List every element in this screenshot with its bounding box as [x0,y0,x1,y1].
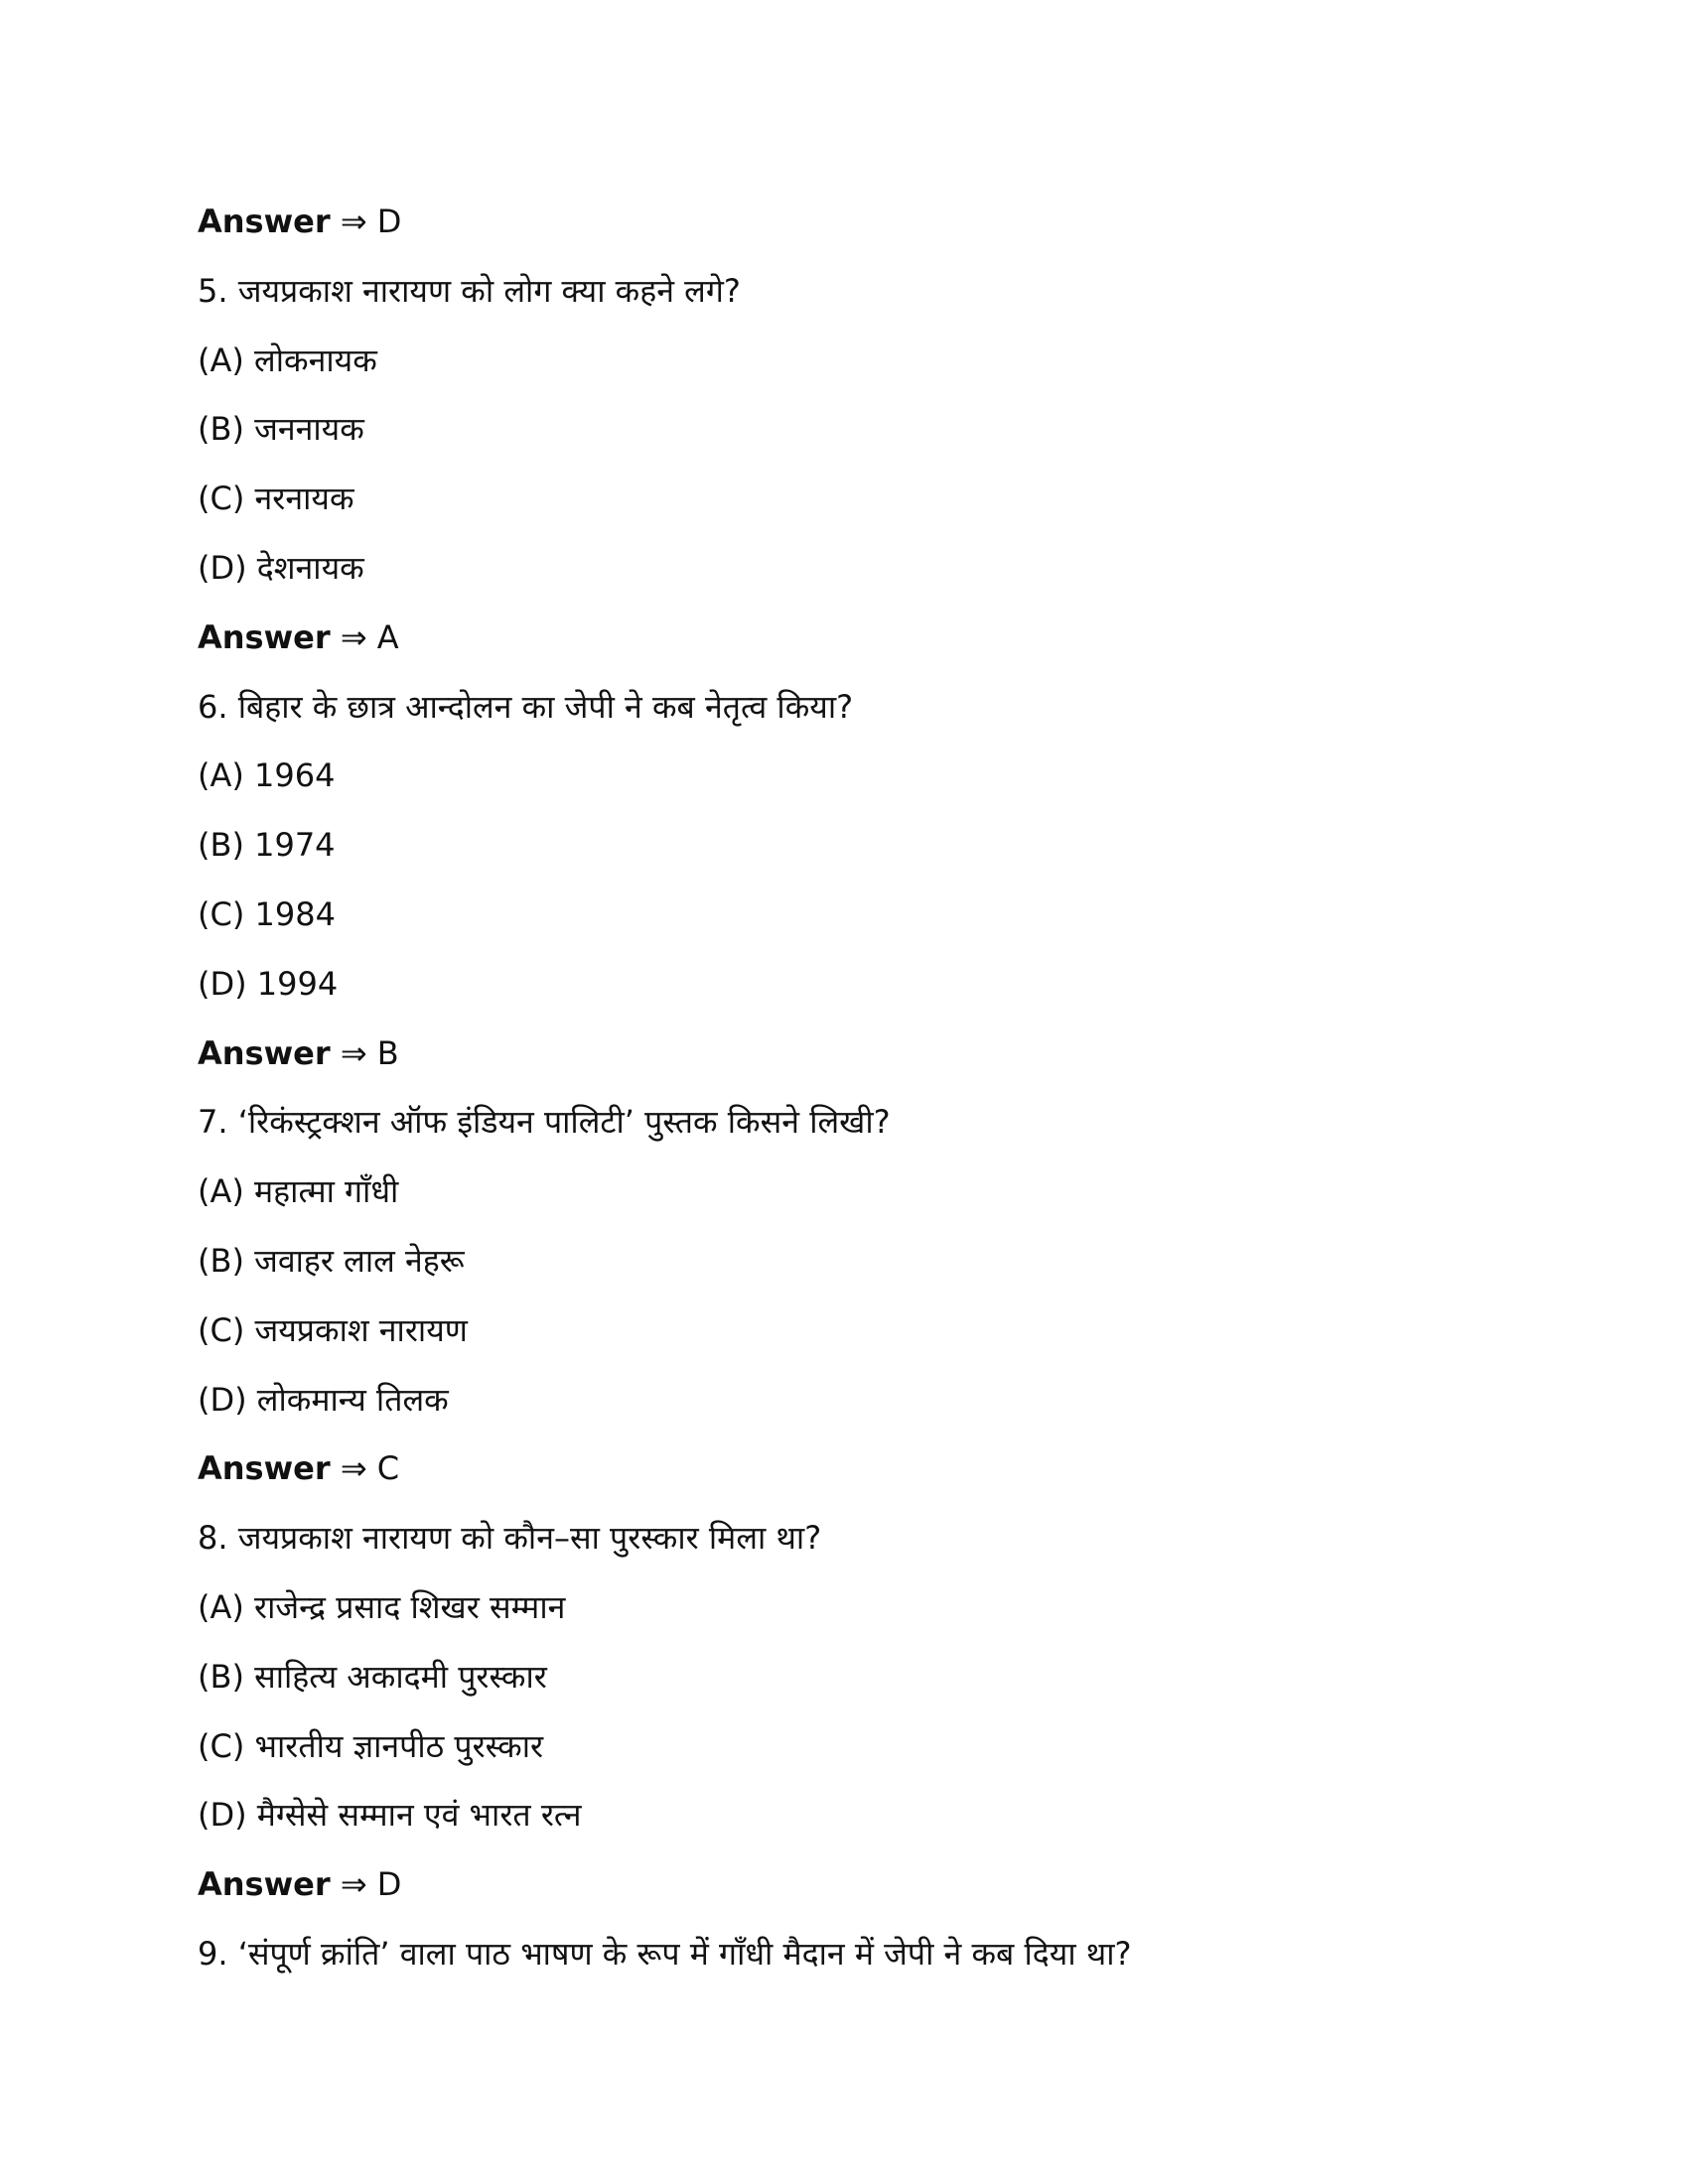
answer-arrow: ⇒ [340,203,367,240]
answer-value: B [376,1033,399,1072]
question-7: 7. ‘रिकंस्ट्रक्शन ऑफ इंडियन पालिटी’ पुस्तक किसने लिखी? [198,1103,891,1142]
question-9: 9. ‘संपूर्ण क्रांति’ वाला पाठ भाषण के रूप में गाँधी मैदान में जेपी ने कब दिया था? [198,1934,1132,1973]
answer-value: D [376,1865,402,1904]
question-8-option-b: (B) साहित्य अकादमी पुरस्कार [198,1657,547,1696]
question-7-option-d: (D) लोकमान्य तिलक [198,1380,449,1419]
answer-label: Answer [198,203,331,240]
question-8-option-d: (D) मैग्सेसे सम्मान एवं भारत रत्न [198,1796,582,1835]
question-7-option-c: (C) जयप्रकाश नारायण [198,1310,468,1349]
question-6-option-c: (C) 1984 [198,894,336,933]
answer-label: Answer [198,617,331,656]
quiz-content [198,197,1488,1998]
answer-value: D [376,203,402,240]
answer-line [198,197,1488,266]
answer-line [198,613,1488,682]
answer-value: A [376,617,399,656]
answer-arrow: ⇒ [340,1033,367,1072]
question-5-option-a: (A) लोकनायक [198,341,377,379]
question-6-option-d: (D) 1994 [198,964,339,1003]
question-7-option-a: (A) महात्मा गाँधी [198,1172,399,1211]
answer-line [198,1859,1488,1929]
answer-line [198,1443,1488,1513]
question-8-option-a: (A) राजेन्द्र प्रसाद शिखर सम्मान [198,1587,566,1626]
answer-value: C [376,1449,400,1488]
answer-label: Answer [198,1033,331,1072]
question-7-option-b: (B) जवाहर लाल नेहरू [198,1241,465,1280]
answer-arrow: ⇒ [340,1449,367,1488]
answer-arrow: ⇒ [340,1865,367,1904]
question-5-option-d: (D) देशनायक [198,548,364,587]
question-6-option-a: (A) 1964 [198,756,336,795]
answer-label: Answer [198,1449,331,1488]
question-8: 8. जयप्रकाश नारायण को कौन–सा पुरस्कार मिला था? [198,1519,822,1558]
answer-arrow: ⇒ [340,617,367,656]
question-5: 5. जयप्रकाश नारायण को लोग क्या कहने लगे? [198,271,741,310]
question-6-option-b: (B) 1974 [198,826,336,865]
question-6: 6. बिहार के छात्र आन्दोलन का जेपी ने कब नेतृत्व किया? [198,687,854,726]
question-5-option-c: (C) नरनायक [198,479,354,518]
answer-line [198,1028,1488,1098]
question-8-option-c: (C) भारतीय ज्ञानपीठ पुरस्कार [198,1726,544,1765]
answer-label: Answer [198,1865,331,1904]
question-5-option-b: (B) जननायक [198,410,364,449]
